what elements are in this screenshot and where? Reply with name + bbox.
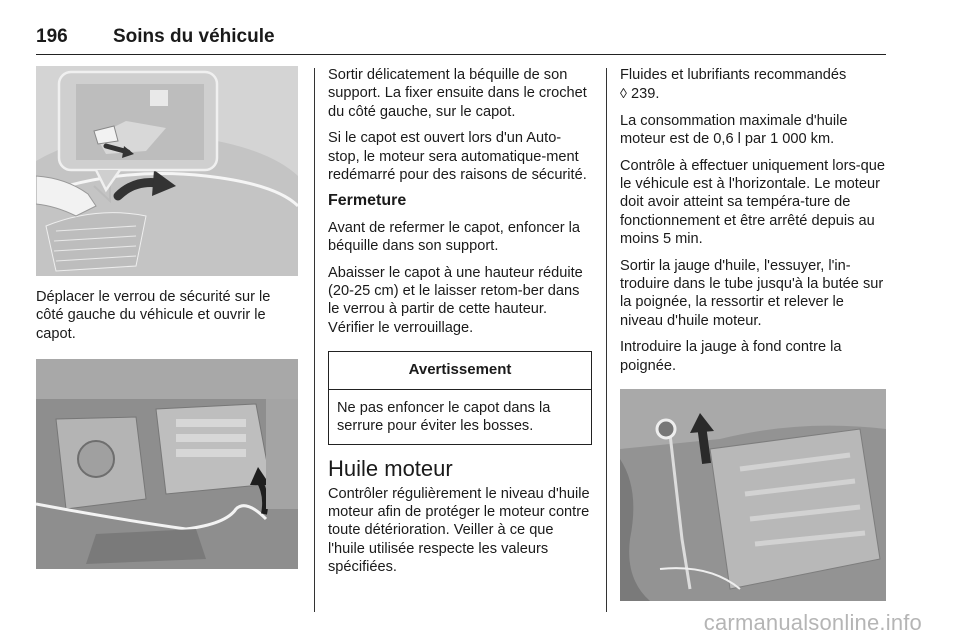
column-divider-2 xyxy=(606,68,607,612)
page-reference[interactable]: 239. xyxy=(630,86,660,103)
warning-body: Ne pas enfoncer le capot dans la serrure pour éviter les bosses. xyxy=(337,399,551,435)
column-1 xyxy=(36,66,300,569)
column-3 xyxy=(620,66,888,601)
paragraph-oil-check: Contrôler régulièrement le niveau d'huile moteur afin de protéger le moteur contre toute détérioration. Veiller à ce que l'huile utilisée respecte les valeurs spécifiées. xyxy=(328,485,590,576)
watermark: carmanualsonline.info xyxy=(703,610,922,635)
dipstick-figure xyxy=(620,389,886,601)
page-number: 196 xyxy=(36,26,68,47)
column-divider-1 xyxy=(314,68,315,612)
page-title: Soins du véhicule xyxy=(113,26,275,47)
paragraph-strut: Sortir délicatement la béquille de son support. La fixer ensuite dans le crochet du côté gauche, sur le capot. xyxy=(328,67,587,120)
paragraph-insert-dipstick: Introduire la jauge à fond contre la poignée. xyxy=(620,339,842,374)
page-header xyxy=(36,20,886,55)
paragraph-closing-1: Avant de refermer le capot, enfoncer la béquille dans son support. xyxy=(328,219,581,255)
warning-title: Avertissement xyxy=(329,352,591,389)
heading-engine-oil: Huile moteur xyxy=(328,455,453,481)
engine-bay-figure xyxy=(36,359,298,569)
paragraph-consumption: La consommation maximale d'huile moteur est de 0,6 l par 1 000 km. xyxy=(620,112,848,148)
figure1-caption: Déplacer le verrou de sécurité sur le côté gauche du véhicule et ouvrir le capot. xyxy=(36,289,271,342)
hood-latch-figure xyxy=(36,66,298,276)
paragraph-fluids xyxy=(620,66,888,104)
paragraph-autostop: Si le capot est ouvert lors d'un Auto-stop, le moteur sera automatique-ment redémarré pour des raisons de sécurité. xyxy=(328,130,587,184)
page-reference-icon: ◊ xyxy=(620,85,627,102)
paragraph-check-conditions: Contrôle à effectuer uniquement lors-que le véhicule est à l'horizontale. Le moteur doit avoir atteint sa tempéra-ture de fonctionnement et être arrêté depuis au moins 5 min. xyxy=(620,157,886,248)
engine-bay-illustration xyxy=(36,359,298,569)
paragraph-closing-2: Abaisser le capot à une hauteur réduite (20-25 cm) et le laisser retom-ber dans le verrou à partir de cette hauteur. Vérifier le verrouillage. xyxy=(328,264,583,336)
dipstick-illustration xyxy=(620,389,886,601)
heading-closing: Fermeture xyxy=(328,192,407,210)
paragraph-dipstick: Sortir la jauge d'huile, l'essuyer, l'in-troduire dans le tube jusqu'à la butée sur la poignée, la ressortir et relever le niveau d'huile moteur. xyxy=(620,257,884,329)
warning-box xyxy=(328,351,592,444)
column-2 xyxy=(328,66,592,585)
fluids-text: Fluides et lubrifiants recommandés xyxy=(620,67,847,83)
hood-latch-illustration xyxy=(36,66,298,276)
